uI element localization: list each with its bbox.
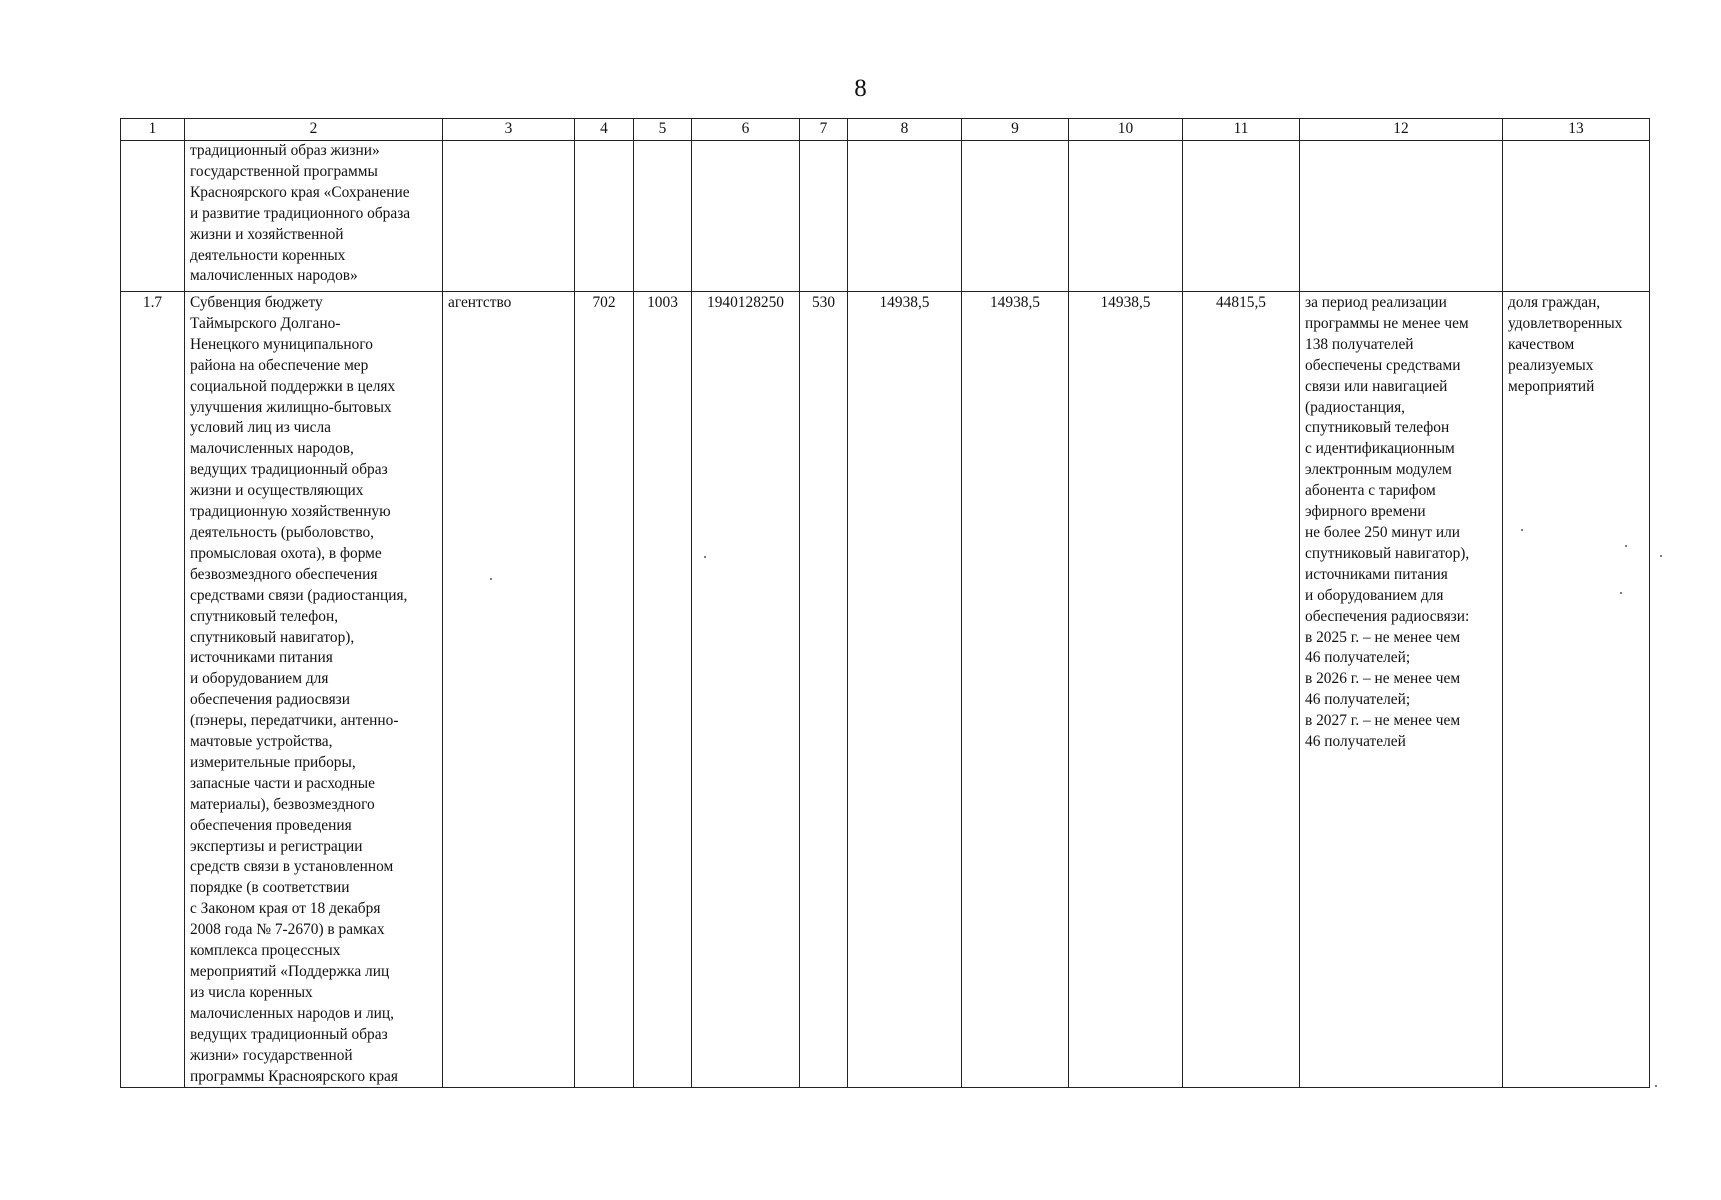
cell-amount [848,141,962,292]
cell-agency [443,141,575,292]
table-row-continuation [121,141,1650,292]
cell-amount: 14938,5 [962,292,1069,1088]
column-header: 11 [1183,119,1300,141]
cell-amount: 14938,5 [1069,292,1183,1088]
scan-speck [1521,529,1523,531]
header-row [121,119,1650,141]
cell-amount [1069,141,1183,292]
column-header: 4 [575,119,634,141]
cell-code: 530 [800,292,848,1088]
scan-speck [490,578,492,580]
cell-amount [962,141,1069,292]
cell-code: 1940128250 [692,292,800,1088]
cell-code [634,141,692,292]
cell-result [1300,141,1503,292]
cell-number: 1.7 [121,292,185,1088]
column-header: 7 [800,119,848,141]
column-header: 12 [1300,119,1503,141]
cell-amount: 44815,5 [1183,292,1300,1088]
column-header: 1 [121,119,185,141]
cell-code [692,141,800,292]
scan-speck [704,556,706,558]
cell-amount [1183,141,1300,292]
cell-code [800,141,848,292]
column-header: 13 [1503,119,1650,141]
column-header: 2 [185,119,443,141]
scan-speck [1625,545,1627,547]
cell-code: 1003 [634,292,692,1088]
cell-indicator [1503,141,1650,292]
table-row-1-7 [121,292,1650,1088]
cell-number [121,141,185,292]
cell-amount: 14938,5 [848,292,962,1088]
cell-description: традиционный образ жизни» государственной программы Красноярского края «Сохранение и развитие традиционного образа жизни и хозяйственной деятельности коренных малочисленных народов» [185,141,443,292]
column-header: 5 [634,119,692,141]
cell-agency: агентство [443,292,575,1088]
column-header: 8 [848,119,962,141]
cell-code: 702 [575,292,634,1088]
column-header: 10 [1069,119,1183,141]
column-header: 9 [962,119,1069,141]
column-header: 3 [443,119,575,141]
budget-table [120,118,1650,1088]
cell-indicator: доля граждан, удовлетворенных качеством реализуемых мероприятий [1503,292,1650,1088]
scan-speck [1620,592,1622,594]
column-header: 6 [692,119,800,141]
cell-description: Субвенция бюджету Таймырского Долгано- Ненецкого муниципального района на обеспечение мер социальной поддержки в целях улучшения жилищно-бытовых условий лиц из числа малочисленных народов, ведущих традиционный образ жизни и осуществляющих традиционную хозяйственную деятельность (рыболовство, промысловая охота), в форме безвозмездного обеспечения средствами связи (радиостанция, спутниковый телефон, спутниковый навигатор), источниками питания и оборудованием для обеспечения радиосвязи (пэнеры, передатчики, антенно- мачтовые устройства, измерительные приборы, запасные части и расходные материалы), безвозмездного обеспечения проведения экспертизы и регистрации средств связи в установленном порядке (в соответствии с Законом края от 18 декабря 2008 года № 7-2670) в рамках комплекса процессных мероприятий «Поддержка лиц из числа коренных малочисленных народов и лиц, ведущих традиционный образ жизни» государственной программы Красноярского края [185,292,443,1088]
scan-speck [1660,555,1662,557]
cell-code [575,141,634,292]
page-number: 8 [854,75,867,102]
cell-result: за период реализации программы не менее чем 138 получателей обеспечены средствами связи или навигацией (радиостанция, спутниковый телефон с идентификационным электронным модулем абонента с тарифом эфирного времени не более 250 минут или спутниковый навигатор), источниками питания и оборудованием для обеспечения радиосвязи: в 2025 г. – не менее чем 46 получателей; в 2026 г. – не менее чем 46 получателей; в 2027 г. – не менее чем 46 получателей [1300,292,1503,1088]
scan-speck [1655,1085,1657,1087]
